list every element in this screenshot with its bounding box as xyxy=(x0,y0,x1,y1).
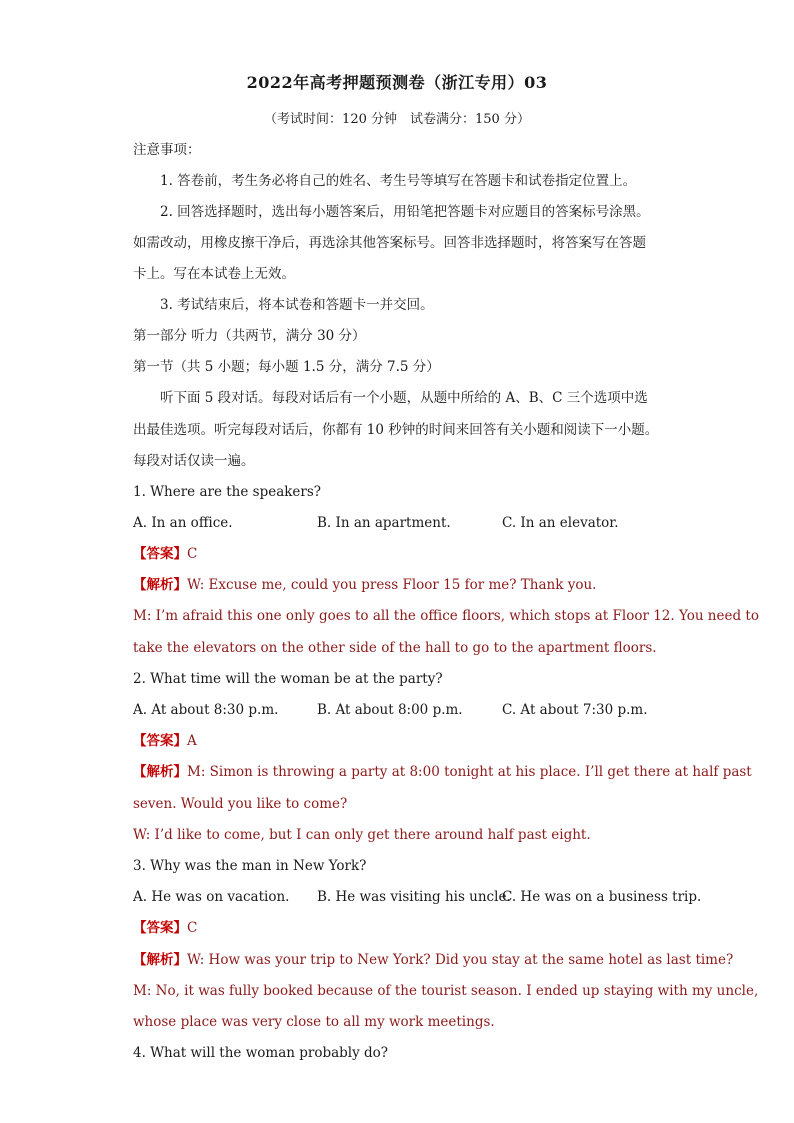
note-item: 3. 考试结束后，将本试卷和答题卡一并交回。 xyxy=(160,297,434,313)
note-item: 如需改动，用橡皮擦干净后，再选涂其他答案标号。回答非选择题时，将答案写在答题 xyxy=(133,235,646,251)
instruction-text: 出最佳选项。听完每段对话后，你都有 10 秒钟的时间来回答有关小题和阅读下一小题。 xyxy=(133,422,659,438)
option-a: A. In an office. xyxy=(133,515,233,531)
option-b: B. He was visiting his uncle. xyxy=(317,889,511,905)
answer-value: C xyxy=(187,920,198,936)
analysis-tag: 【解析】 xyxy=(133,952,187,968)
question-stem: 4. What will the woman probably do? xyxy=(133,1045,389,1061)
answer-tag: 【答案】 xyxy=(133,733,187,749)
answer-value: C xyxy=(187,546,198,562)
analysis-line xyxy=(133,576,668,594)
analysis-text: M: No, it was fully booked because of the tourist season. I ended up staying with my uncle, xyxy=(133,983,759,999)
option-b: B. In an apartment. xyxy=(317,515,451,531)
answer-value: A xyxy=(187,733,197,749)
question-stem: 2. What time will the woman be at the party? xyxy=(133,671,443,687)
exam-subtitle: （考试时间：120 分钟 试卷满分：150 分） xyxy=(264,112,530,127)
answer-line xyxy=(133,545,668,563)
answer-tag: 【答案】 xyxy=(133,546,187,562)
notes-heading: 注意事项： xyxy=(133,142,201,158)
option-c: C. He was on a business trip. xyxy=(502,889,702,905)
note-item: 1. 答卷前，考生务必将自己的姓名、考生号等填写在答题卡和试卷指定位置上。 xyxy=(160,173,637,189)
analysis-text: W: How was your trip to New York? Did you stay at the same hotel as last time? xyxy=(187,952,734,968)
option-c: C. At about 7:30 p.m. xyxy=(502,702,648,718)
question-stem: 3. Why was the man in New York? xyxy=(133,858,367,874)
answer-line xyxy=(133,919,668,937)
analysis-tag: 【解析】 xyxy=(133,577,187,593)
analysis-line xyxy=(133,951,734,969)
analysis-text: M: Simon is throwing a party at 8:00 tonight at his place. I’ll get there at half past xyxy=(187,764,752,780)
note-item: 2. 回答选择题时，选出每小题答案后，用铅笔把答题卡对应题目的答案标号涂黑。 xyxy=(160,204,650,220)
analysis-text: seven. Would you like to come? xyxy=(133,796,348,812)
option-c: C. In an elevator. xyxy=(502,515,619,531)
analysis-text: W: Excuse me, could you press Floor 15 for me? Thank you. xyxy=(187,577,597,593)
option-a: A. He was on vacation. xyxy=(133,889,290,905)
analysis-tag: 【解析】 xyxy=(133,764,187,780)
note-item: 卡上。写在本试卷上无效。 xyxy=(133,266,295,282)
instruction-text: 每段对话仅读一遍。 xyxy=(133,453,255,469)
page-title: 2022年高考押题预测卷（浙江专用）03 xyxy=(246,73,548,92)
option-a: A. At about 8:30 p.m. xyxy=(133,702,279,718)
section-heading: 第一节（共 5 小题；每小题 1.5 分，满分 7.5 分） xyxy=(133,359,440,375)
analysis-text: M: I’m afraid this one only goes to all the office floors, which stops at Floor 12. You need to xyxy=(133,608,759,624)
analysis-line xyxy=(133,763,752,781)
option-b: B. At about 8:00 p.m. xyxy=(317,702,463,718)
analysis-text: W: I’d like to come, but I can only get there around half past eight. xyxy=(133,827,591,843)
answer-tag: 【答案】 xyxy=(133,920,187,936)
analysis-text: take the elevators on the other side of the hall to go to the apartment floors. xyxy=(133,640,657,656)
instruction-text: 听下面 5 段对话。每段对话后有一个小题，从题中所给的 A、B、C 三个选项中选 xyxy=(160,390,648,406)
part-heading: 第一部分 听力（共两节，满分 30 分） xyxy=(133,328,366,344)
answer-line xyxy=(133,732,668,750)
question-stem: 1. Where are the speakers? xyxy=(133,484,322,500)
analysis-text: whose place was very close to all my work meetings. xyxy=(133,1014,495,1030)
